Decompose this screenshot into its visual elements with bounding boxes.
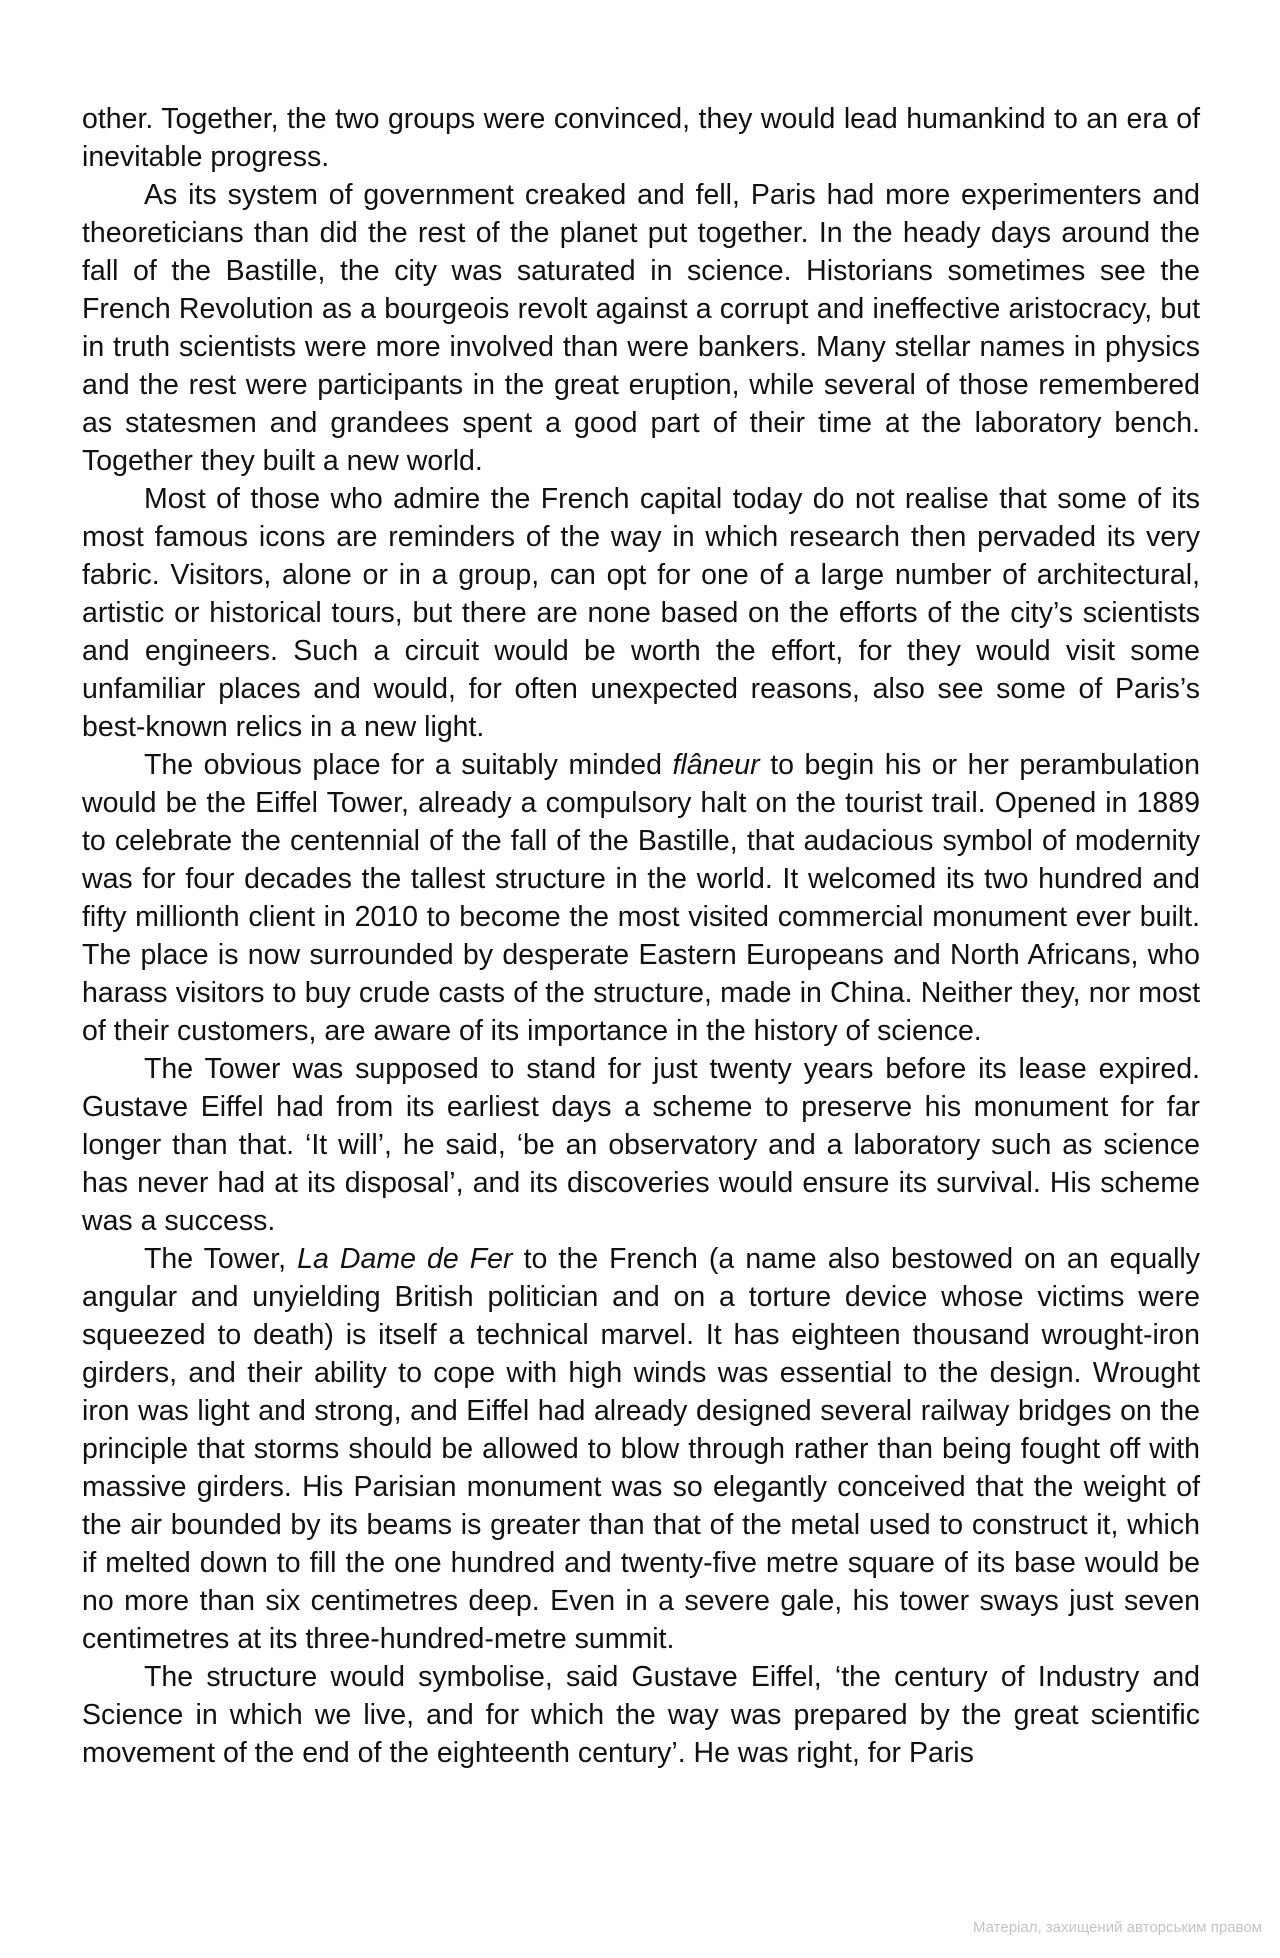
paragraph-text: to begin his or her perambulation would be the Eiffel Tower, already a compulsory halt on the tourist trail. Opened in 1889 to celebrate the centennial of the fall of the Bastille, that audacious symbol of modernity was for four decades the tallest structure in the world. It welcomed its two hundred and fifty millionth client in 2010 to become the most visited commercial monument ever built. The place is now surrounded by desperate Eastern Europeans and North Africans, who harass visitors to buy crude casts of the structure, made in China. Neither they, nor most of their customers, are aware of its importance in the history of science. (82, 749, 1200, 1047)
paragraph (82, 100, 1200, 176)
paragraph-text: other. Together, the two groups were convinced, they would lead humankind to an era of inevitable progress. (82, 103, 1200, 173)
paragraph-text: The Tower was supposed to stand for just twenty years before its lease expired. Gustave Eiffel had from its earliest days a scheme to preserve his monument for far longer than that. ‘It will’, he said, ‘be an observatory and a laboratory such as science has never had at its disposal’, and its discoveries would ensure its survival. His scheme was a success. (82, 1053, 1200, 1237)
paragraph (82, 176, 1200, 480)
copyright-watermark: Матеріал, захищений авторським правом (972, 1919, 1262, 1936)
paragraph-text: The obvious place for a suitably minded (144, 749, 673, 781)
body-text (82, 100, 1200, 1772)
paragraph-text: The Tower, (144, 1243, 298, 1275)
paragraph (82, 1658, 1200, 1772)
paragraph-text: to the French (a name also bestowed on an equally angular and unyielding British politician and on a torture device whose victims were squeezed to death) is itself a technical marvel. It has eighteen thousand wrought-iron girders, and their ability to cope with high winds was essential to the design. Wrought iron was light and strong, and Eiffel had already designed several railway bridges on the principle that storms should be allowed to blow through rather than being fought off with massive girders. His Parisian monument was so elegantly conceived that the weight of the air bounded by its beams is greater than that of the metal used to construct it, which if melted down to fill the one hundred and twenty-five metre square of its base would be no more than six centimetres deep. Even in a severe gale, his tower sways just seven centimetres at its three-hundred-metre summit. (82, 1243, 1200, 1655)
italic-term: La Dame de Fer (297, 1243, 513, 1275)
paragraph (82, 746, 1200, 1050)
paragraph (82, 480, 1200, 746)
paragraph (82, 1240, 1200, 1658)
paragraph-text: As its system of government creaked and fell, Paris had more experimenters and theoreticians than did the rest of the planet put together. In the heady days around the fall of the Bastille, the city was saturated in science. Historians sometimes see the French Revolution as a bourgeois revolt against a corrupt and ineffective aristocracy, but in truth scientists were more involved than were bankers. Many stellar names in physics and the rest were participants in the great eruption, while several of those remembered as statesmen and grandees spent a good part of their time at the laboratory bench. Together they built a new world. (82, 179, 1200, 477)
paragraph-text: Most of those who admire the French capital today do not realise that some of its most famous icons are reminders of the way in which research then pervaded its very fabric. Visitors, alone or in a group, can opt for one of a large number of architectural, artistic or historical tours, but there are none based on the efforts of the city’s scientists and engineers. Such a circuit would be worth the effort, for they would visit some unfamiliar places and would, for often unexpected reasons, also see some of Paris’s best-known relics in a new light. (82, 483, 1200, 743)
italic-term: flâneur (672, 749, 760, 781)
paragraph-text: The structure would symbolise, said Gustave Eiffel, ‘the century of Industry and Science in which we live, and for which the way was prepared by the great scientific movement of the end of the eighteenth century’. He was right, for Paris (82, 1661, 1200, 1769)
paragraph (82, 1050, 1200, 1240)
